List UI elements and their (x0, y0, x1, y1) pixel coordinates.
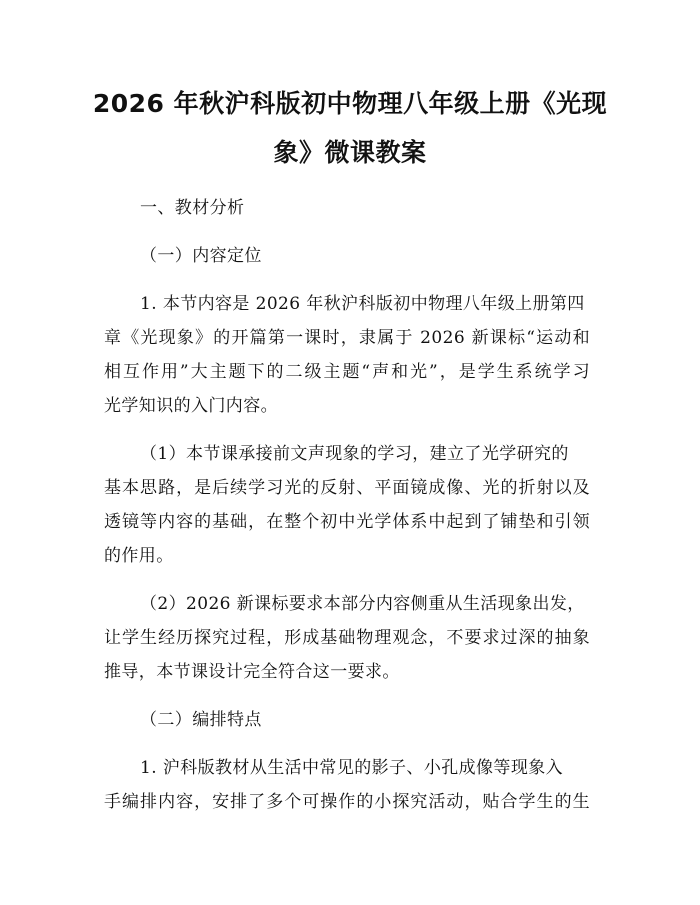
paragraph-line: 的作用。 (104, 546, 174, 566)
paragraph-line: 透镜等内容的基础，在整个初中光学体系中起到了铺垫和引领 (104, 512, 590, 532)
subsection-heading: （二）编排特点 (140, 710, 262, 730)
paragraph-line: 章《光现象》的开篇第一课时，隶属于 2026 新课标“运动和 (104, 328, 590, 348)
section-heading: 一、教材分析 (140, 198, 245, 218)
paragraph-line: 光学知识的入门内容。 (104, 396, 278, 416)
paragraph-line: 相互作用”大主题下的二级主题“声和光”，是学生系统学习 (104, 362, 590, 382)
document-title-line-2: 象》微课教案 (273, 138, 427, 167)
paragraph-line: 手编排内容，安排了多个可操作的小探究活动，贴合学生的生 (104, 792, 590, 812)
subsection-heading: （一）内容定位 (140, 246, 262, 266)
paragraph-line: （2）2026 新课标要求本部分内容侧重从生活现象出发， (140, 594, 585, 614)
document-title-line-1: 2026 年秋沪科版初中物理八年级上册《光现 (92, 89, 608, 118)
paragraph-line: 1. 本节内容是 2026 年秋沪科版初中物理八年级上册第四 (140, 294, 585, 314)
paragraph-line: 基本思路，是后续学习光的反射、平面镜成像、光的折射以及 (104, 478, 590, 498)
paragraph-line: 让学生经历探究过程，形成基础物理观念，不要求过深的抽象 (104, 628, 590, 648)
paragraph-line: 1. 沪科版教材从生活中常见的影子、小孔成像等现象入 (140, 758, 564, 778)
paragraph-line: （1）本节课承接前文声现象的学习，建立了光学研究的 (140, 444, 569, 464)
paragraph-line: 推导，本节课设计完全符合这一要求。 (104, 662, 400, 682)
